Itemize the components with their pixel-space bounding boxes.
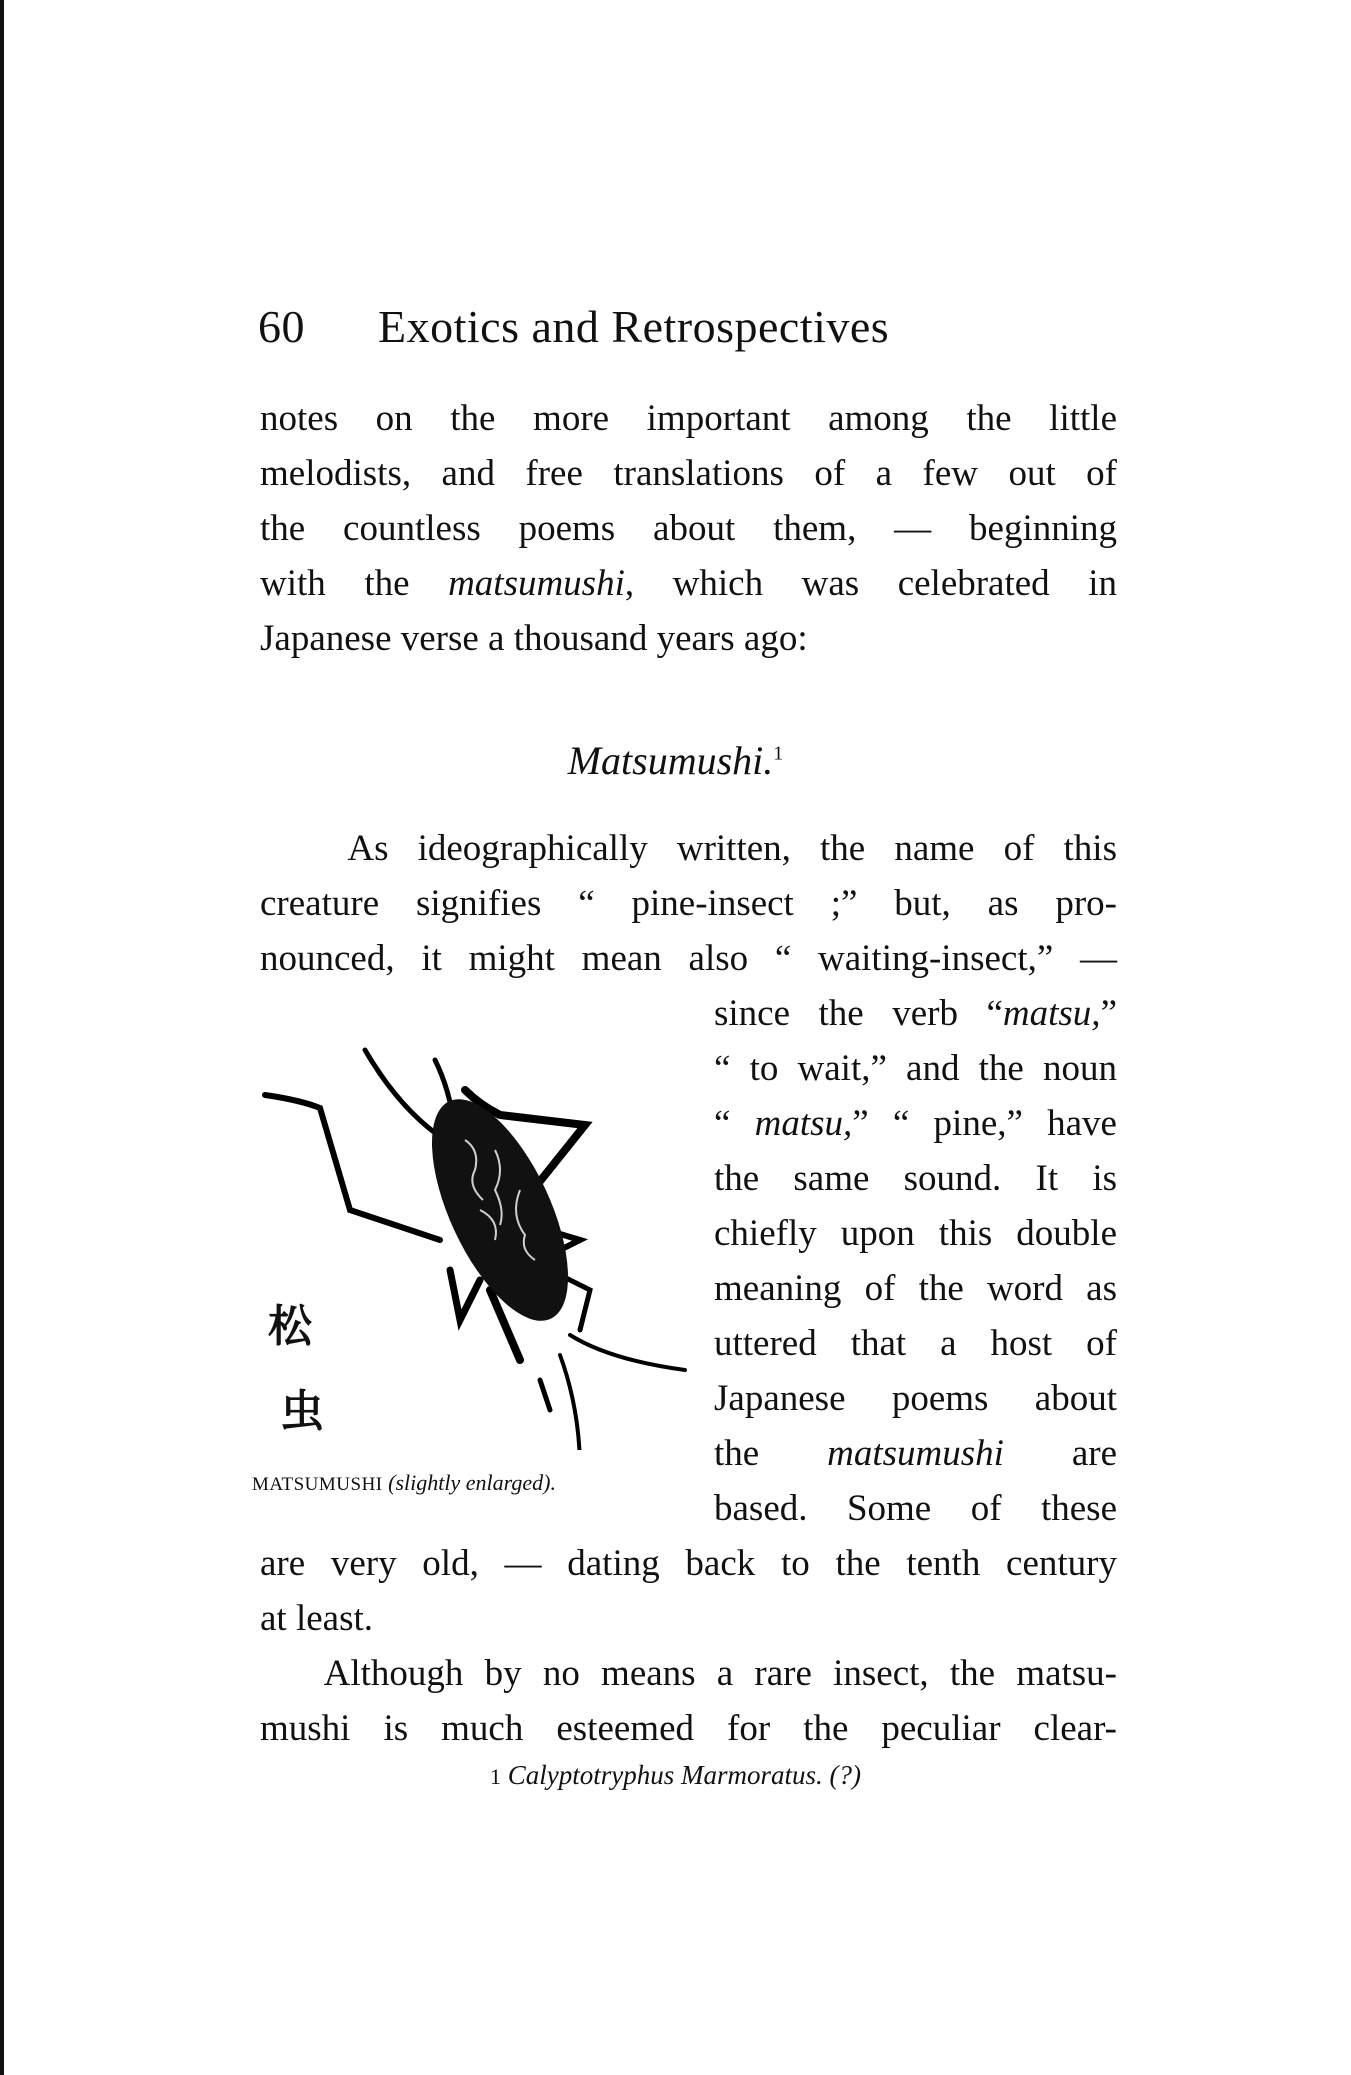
text-line: at least. [260,1598,374,1639]
text-line: creature signifies “ pine-insect ;” but, as pro- [260,883,1117,924]
running-header [258,300,889,353]
text-line: nounced, it might mean also “ waiting-insect,” — [260,938,1117,979]
text-line: based. Some of these [714,1488,1117,1529]
footnote-ref[interactable]: 1 [773,742,784,765]
section-heading: Matsumushi.$^1$ [567,738,784,783]
text-line: the same sound. It is [714,1158,1117,1199]
cricket-illustration [250,1000,710,1450]
page-number: 60 [258,301,305,352]
text-line: since the verb “matsu,” [714,993,1117,1034]
text-line: Japanese verse a thousand years ago: [260,618,808,659]
footnote-text: Calyptotryphus Marmoratus. (?) [507,1760,861,1790]
footnote [0,1760,1351,1791]
text-line: notes on the more important among the little [260,398,1117,439]
italic-term: matsumushi [448,563,625,604]
kanji-matsu: 松 [268,1301,312,1352]
text-line: meaning of the word as [714,1268,1117,1309]
running-title: Exotics and Retrospectives [378,301,890,352]
text-line: uttered that a host of [714,1323,1117,1364]
text-line: chiefly upon this double [714,1213,1117,1254]
kanji-mushi: 虫 [280,1386,324,1437]
text-line: with the matsumushi, which was celebrated in [260,563,1117,604]
figure-caption: MATSUMUSHI (slightly enlarged). [252,1470,556,1495]
text-line: mushi is much esteemed for the peculiar clear- [260,1708,1117,1749]
text-line: Although by no means a rare insect, the matsu- [260,1653,1117,1694]
text-line: Japanese poems about [714,1378,1117,1419]
text-line: “ to wait,” and the noun [714,1048,1117,1089]
text-line: the matsumushi are [714,1433,1117,1474]
text-line: are very old, — dating back to the tenth century [260,1543,1117,1584]
text-line: the countless poems about them, — beginning [260,508,1117,549]
footnote-number: 1 [490,1764,501,1789]
text-line: “ matsu,” “ pine,” have [714,1103,1117,1144]
text-line: As ideographically written, the name of this [260,828,1117,869]
text-line: melodists, and free translations of a few out of [260,453,1117,494]
